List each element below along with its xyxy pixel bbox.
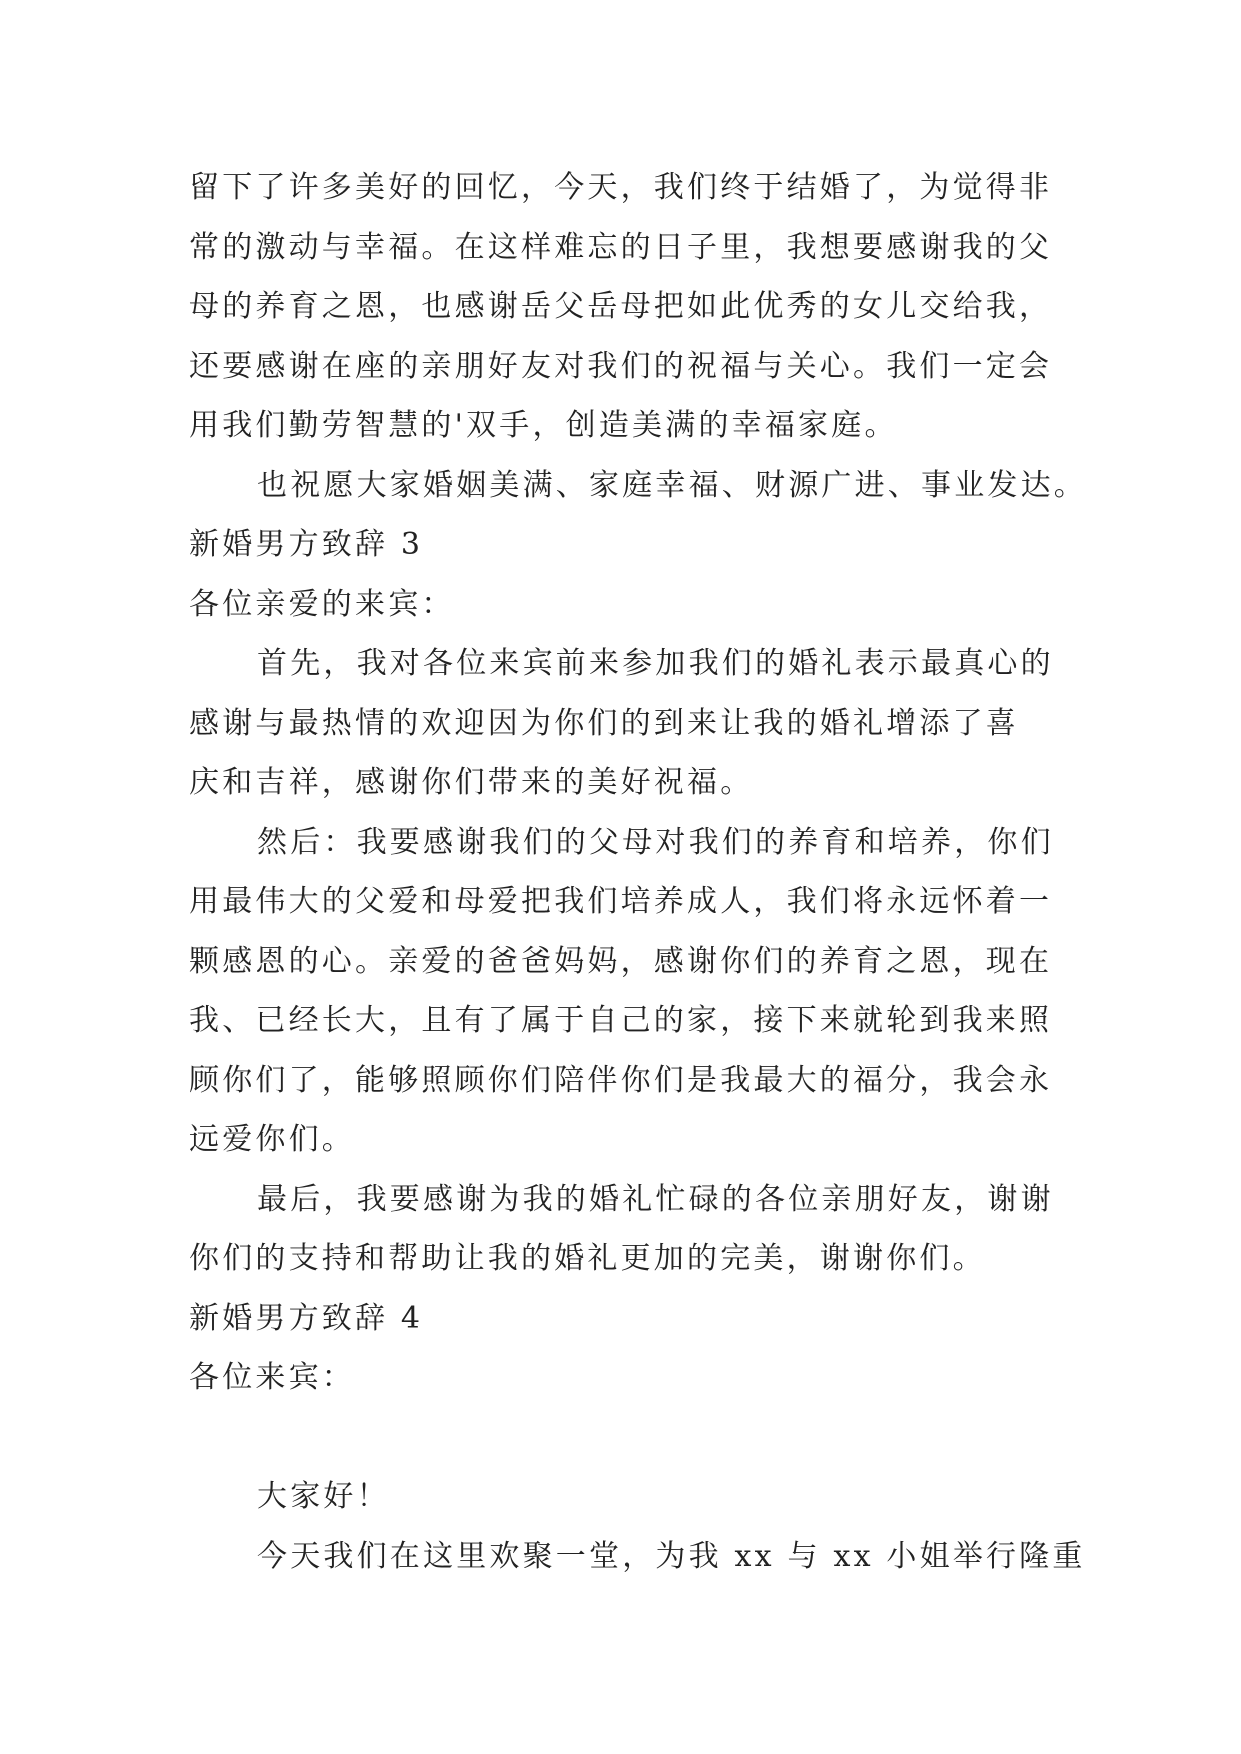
section-heading: 新婚男方致辞 3	[189, 527, 424, 562]
blank-line	[189, 1408, 1059, 1468]
paragraph-line: 远爱你们。	[189, 1122, 355, 1157]
salutation: 各位亲爱的来宾：	[189, 586, 455, 622]
paragraph-line: 顾你们了，能够照顾你们陪伴你们是我最大的福分，我会永	[189, 1062, 1053, 1098]
greeting: 大家好！	[257, 1479, 390, 1514]
paragraph-line: 用最伟大的父爱和母爱把我们培养成人，我们将永远怀着一	[189, 884, 1053, 919]
document-body	[189, 158, 1087, 1586]
paragraph-line: 庆和吉祥，感谢你们带来的美好祝福。	[189, 765, 754, 800]
paragraph-line: 感谢与最热情的欢迎因为你们的到来让我的婚礼增添了喜	[189, 705, 1019, 741]
paragraph-line: 最后，我要感谢为我的婚礼忙碌的各位亲朋好友，谢谢	[257, 1181, 1054, 1217]
paragraph-line: 也祝愿大家婚姻美满、家庭幸福、财源广进、事业发达。	[257, 467, 1087, 503]
paragraph-line: 然后：我要感谢我们的父母对我们的养育和培养，你们	[257, 824, 1054, 860]
paragraph-line: 颗感恩的心。亲爱的爸爸妈妈，感谢你们的养育之恩，现在	[189, 943, 1053, 979]
paragraph-line: 用我们勤劳智慧的'双手，创造美满的幸福家庭。	[189, 408, 898, 443]
paragraph-line: 首先，我对各位来宾前来参加我们的婚礼表示最真心的	[257, 646, 1054, 681]
salutation: 各位来宾：	[189, 1360, 355, 1395]
paragraph-line: 母的养育之恩，也感谢岳父岳母把如此优秀的女儿交给我，	[189, 289, 1053, 324]
paragraph-line: 今天我们在这里欢聚一堂，为我 xx 与 xx 小姐举行隆重	[257, 1538, 1086, 1574]
paragraph-line: 留下了许多美好的回忆，今天，我们终于结婚了，为觉得非	[189, 170, 1053, 205]
section-heading: 新婚男方致辞 4	[189, 1300, 424, 1336]
paragraph-line: 还要感谢在座的亲朋好友对我们的祝福与关心。我们一定会	[189, 348, 1053, 384]
paragraph-line: 你们的支持和帮助让我的婚礼更加的完美，谢谢你们。	[189, 1241, 986, 1276]
paragraph-line: 常的激动与幸福。在这样难忘的日子里，我想要感谢我的父	[189, 229, 1053, 265]
paragraph-line: 我、已经长大，且有了属于自己的家，接下来就轮到我来照	[189, 1003, 1053, 1038]
